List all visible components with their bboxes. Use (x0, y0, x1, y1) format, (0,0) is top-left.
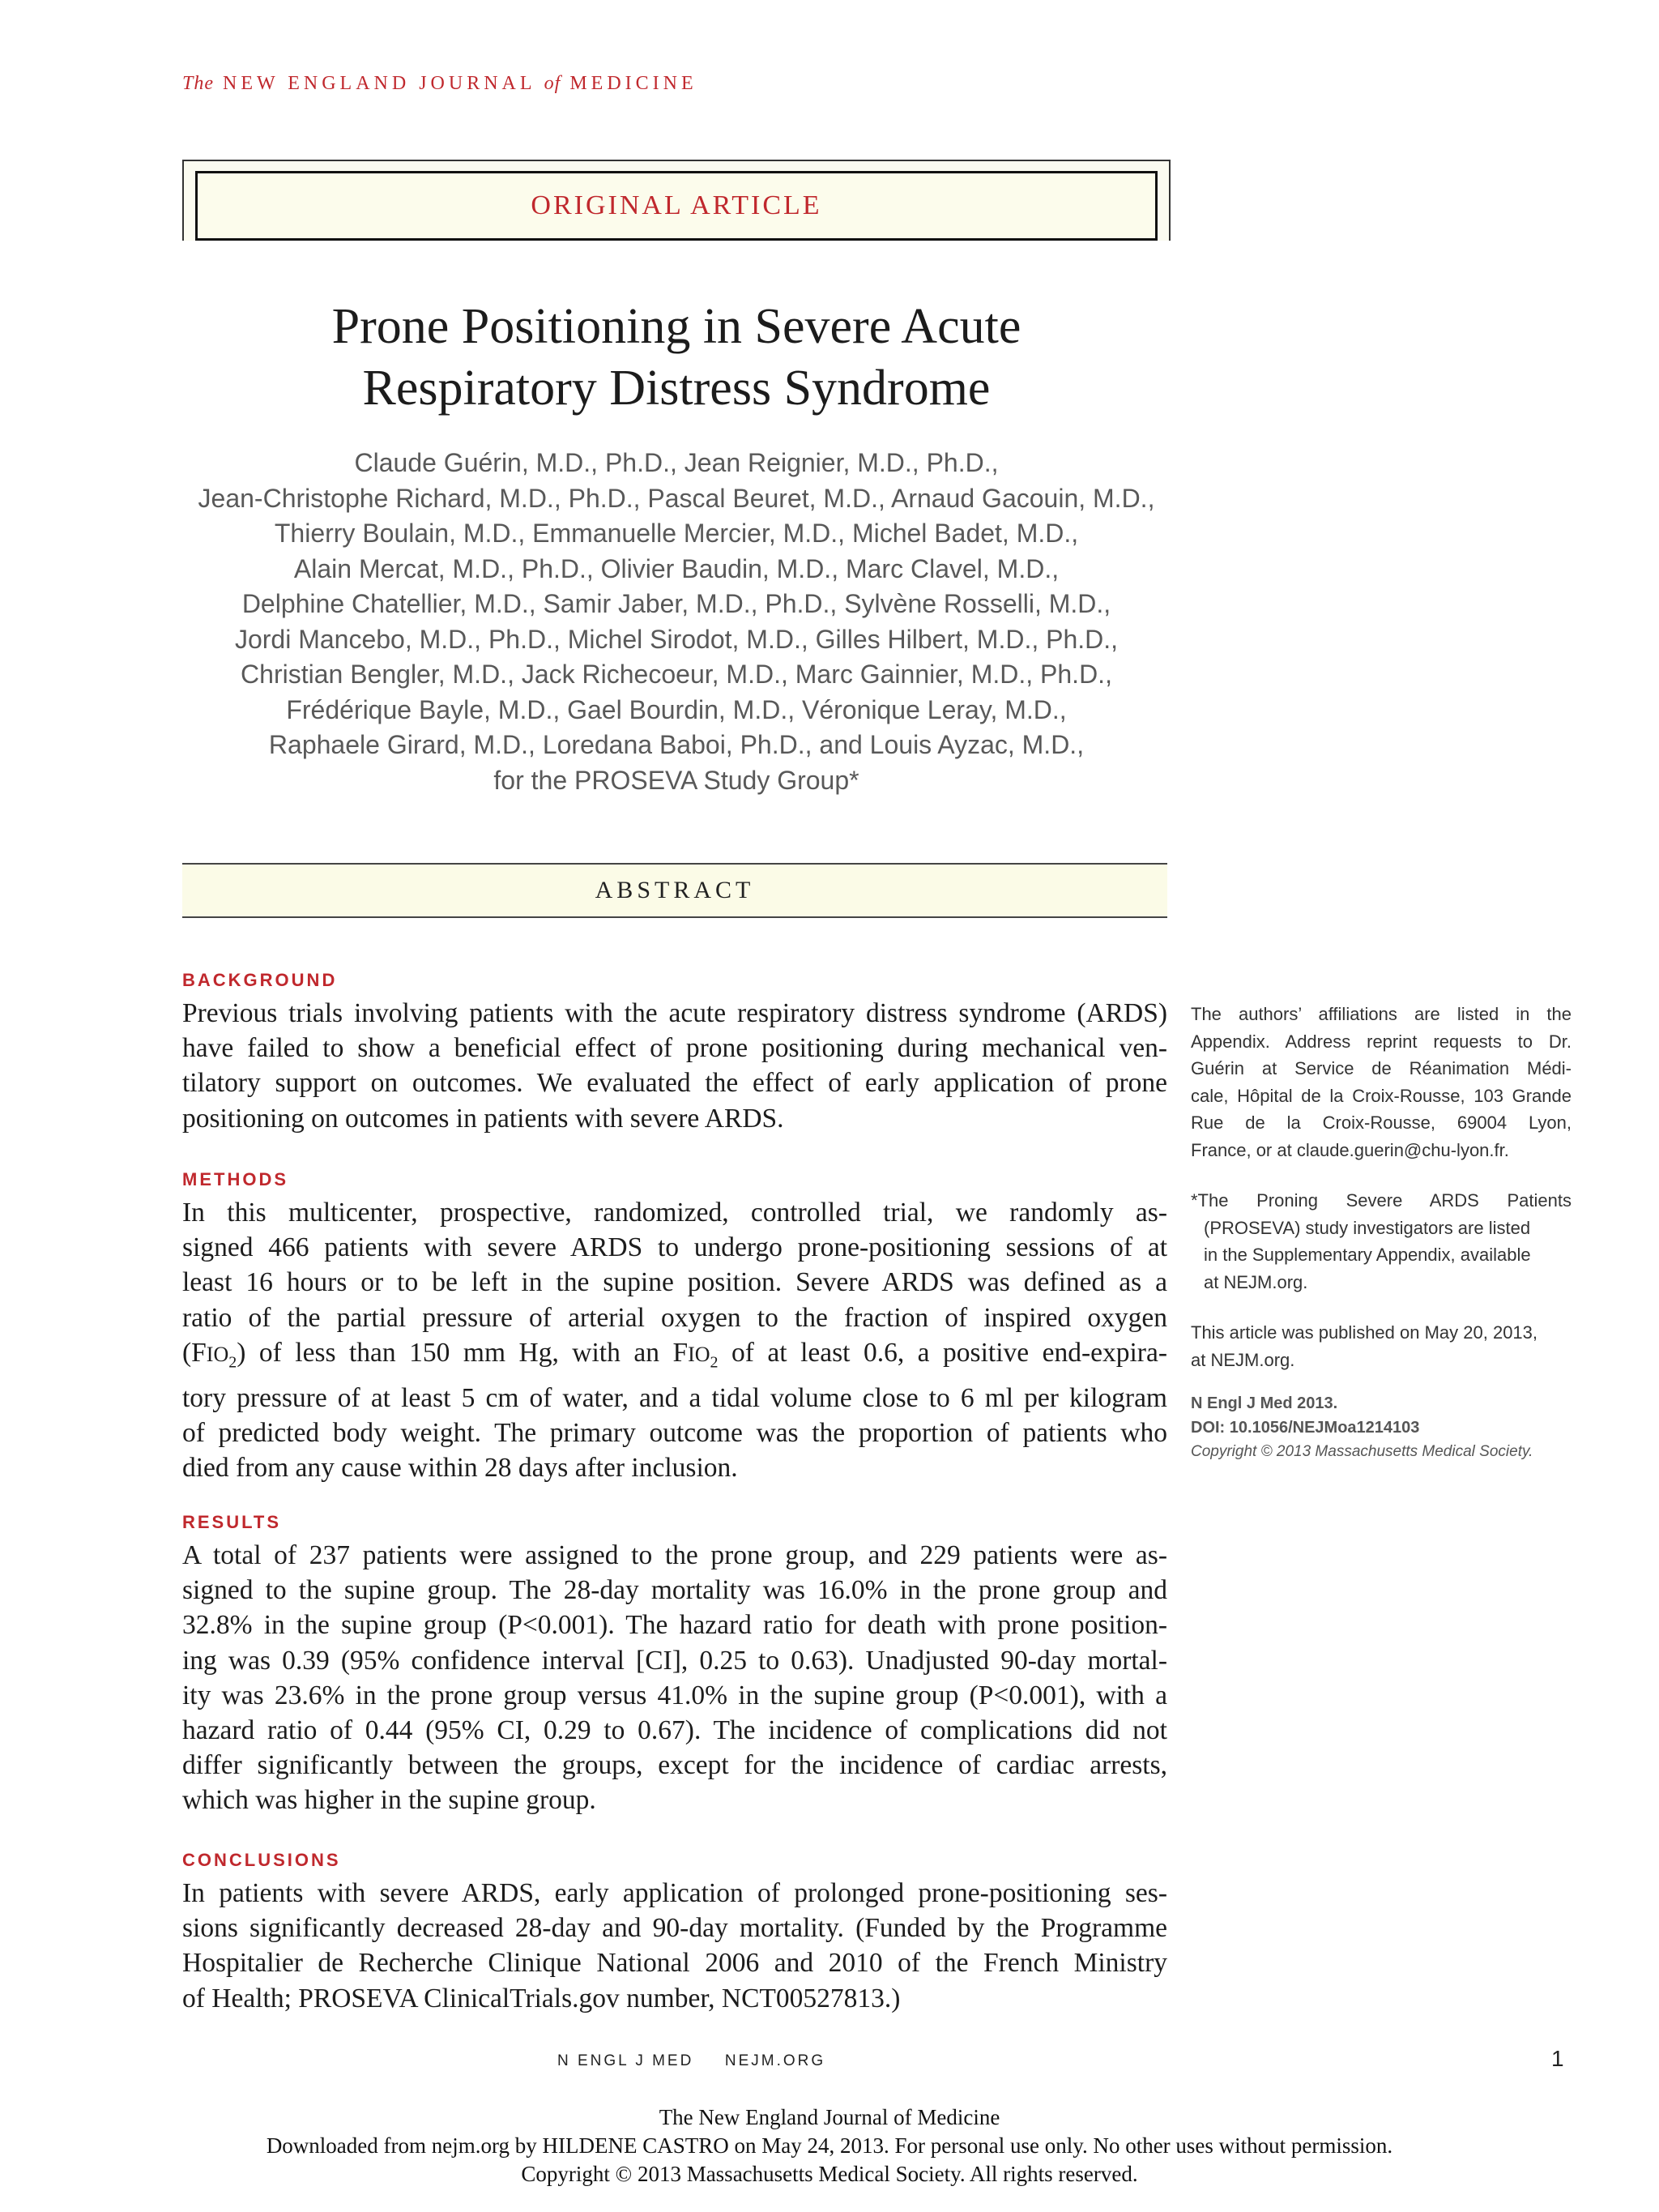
conclusions-text (182, 1876, 1167, 2016)
text-line: differ significantly between the groups, except for the incidence of cardiac arrests, (182, 1750, 1167, 1781)
author-line: Thierry Boulain, M.D., Emmanuelle Mercier, M.D., Michel Badet, M.D., (274, 519, 1079, 548)
article-title (182, 296, 1171, 419)
copyright: Copyright © 2013 Massachusetts Medical Society. (1191, 1443, 1533, 1460)
author-line: Jordi Mancebo, M.D., Ph.D., Michel Sirodot, M.D., Gilles Hilbert, M.D., Ph.D., (234, 624, 1119, 654)
text-line: In this multicenter, prospective, randomized, controlled trial, we randomly as- (182, 1198, 1167, 1228)
background-heading: BACKGROUND (182, 970, 338, 990)
abstract-label: ABSTRACT (595, 877, 755, 903)
citation-block (1191, 1391, 1572, 1464)
citation: N Engl J Med 2013. (1191, 1394, 1338, 1412)
proseva-footnote: *The Proning Severe ARDS Patients (PROSEVA) study investigators are listed in the Supplementary Appendix, available at NEJM.org. (1191, 1190, 1572, 1292)
methods-heading: METHODS (182, 1169, 288, 1189)
download-notice-title: The New England Journal of Medicine (659, 2105, 1000, 2129)
text-line-fio2: $(FIO_2)$ of less than 150 mm Hg, with an $FIO_2$ of at least 0.6, a positive end-expira- (182, 1337, 1167, 1372)
text-line: ing was 0.39 (95% confidence interval [CI], 0.25 to 0.63). Unadjusted 90-day mortal- (182, 1645, 1167, 1676)
author-line: Claude Guérin, M.D., Ph.D., Jean Reignier, M.D., Ph.D., (354, 448, 999, 477)
affiliations-note: The authors’ affiliations are listed in the Appendix. Address reprint requests to Dr. Guérin at Service de Réanimation Médi- cale, Hôpital de la Croix-Rousse, 103 Grande Rue de la Croix-Rousse, 69004 Lyon, France, or at claude.guerin@chu-lyon.fr. (1191, 1004, 1572, 1160)
results-heading: RESULTS (182, 1512, 282, 1532)
article-type-box (195, 171, 1158, 241)
text-line: Hospitalier de Recherche Clinique National 2006 and 2010 of the French Ministry (182, 1948, 1167, 1979)
background-text (182, 996, 1167, 1136)
text-line: which was higher in the supine group. (182, 1785, 596, 1816)
text-line: signed to the supine group. The 28-day mortality was 16.0% in the prone group and (182, 1575, 1167, 1606)
text-line: In patients with severe ARDS, early application of prolonged prone-positioning ses- (182, 1878, 1167, 1908)
download-notice-copyright: Copyright © 2013 Massachusetts Medical Society. All rights reserved. (521, 2162, 1138, 2186)
text-line: least 16 hours or to be left in the supine position. Severe ARDS was defined as a (182, 1267, 1167, 1298)
journal-abbrev: N ENGL J MED (557, 2052, 694, 2069)
title-line-2: Respiratory Distress Syndrome (362, 361, 991, 416)
text-line: sions significantly decreased 28-day and 90-day mortality. (Funded by the Programme (182, 1913, 1167, 1944)
article-type-label: ORIGINAL ARTICLE (531, 190, 822, 220)
results-text (182, 1538, 1167, 1818)
doi: DOI: 10.1056/NEJMoa1214103 (1191, 1419, 1420, 1437)
author-line: Christian Bengler, M.D., Jack Richecoeur, M.D., Marc Gainnier, M.D., Ph.D., (241, 660, 1112, 689)
page-number: 1 (1551, 2046, 1564, 2071)
text-line: ratio of the partial pressure of arterial oxygen to the fraction of inspired oxygen (182, 1302, 1167, 1333)
author-line: Delphine Chatellier, M.D., Samir Jaber, M.D., Ph.D., Sylvène Rosselli, M.D., (241, 589, 1111, 618)
page-footer (557, 2052, 825, 2070)
text-line: hazard ratio of 0.44 (95% CI, 0.29 to 0.67). The incidence of complications did not (182, 1715, 1167, 1746)
text-line: 32.8% in the supine group (P<0.001). The hazard ratio for death with prone position- (182, 1610, 1167, 1641)
title-line-1: Prone Positioning in Severe Acute (331, 299, 1021, 354)
journal-site: NEJM.ORG (724, 2052, 826, 2069)
download-notice-line: Downloaded from nejm.org by HILDENE CASTRO on May 24, 2013. For personal use only. No other uses without permission. (266, 2133, 1393, 2158)
abstract-header (182, 863, 1167, 918)
author-line: Jean-Christophe Richard, M.D., Ph.D., Pascal Beuret, M.D., Arnaud Gacouin, M.D., (198, 483, 1155, 513)
methods-text (182, 1195, 1167, 1485)
author-line: Raphaele Girard, M.D., Loredana Baboi, Ph.D., and Louis Ayzac, M.D., (268, 730, 1085, 759)
text-line: signed 466 patients with severe ARDS to undergo prone-positioning sessions of at (182, 1232, 1167, 1263)
author-line: for the PROSEVA Study Group* (493, 765, 859, 795)
publication-note: This article was published on May 20, 2013, at NEJM.org. (1191, 1322, 1538, 1370)
text-line: positioning on outcomes in patients with severe ARDS. (182, 1103, 784, 1134)
journal-masthead: The NEW ENGLAND JOURNAL of MEDICINE (182, 73, 697, 94)
conclusions-heading: CONCLUSIONS (182, 1850, 341, 1870)
text-line: ity was 23.6% in the prone group versus 41.0% in the supine group (P<0.001), with a (182, 1680, 1167, 1710)
text-line: of Health; PROSEVA ClinicalTrials.gov number, NCT00527813.) (182, 1983, 901, 2013)
text-line: have failed to show a beneficial effect of prone positioning during mechanical ven- (182, 1033, 1167, 1064)
text-line: tory pressure of at least 5 cm of water, and a tidal volume close to 6 ml per kilogram (182, 1382, 1167, 1413)
text-line: tilatory support on outcomes. We evaluated the effect of early application of prone (182, 1068, 1167, 1099)
author-line: Frédérique Bayle, M.D., Gael Bourdin, M.D., Véronique Leray, M.D., (286, 694, 1067, 724)
author-list (182, 446, 1171, 798)
text-line: A total of 237 patients were assigned to the prone group, and 229 patients were as- (182, 1540, 1167, 1570)
text-line: died from any cause within 28 days after inclusion. (182, 1453, 738, 1484)
author-line: Alain Mercat, M.D., Ph.D., Olivier Baudin, M.D., Marc Clavel, M.D., (293, 553, 1060, 583)
text-line: of predicted body weight. The primary outcome was the proportion of patients who (182, 1417, 1167, 1448)
article-type-banner (182, 160, 1171, 241)
text-line: Previous trials involving patients with the acute respiratory distress syndrome (ARDS) (182, 998, 1167, 1028)
